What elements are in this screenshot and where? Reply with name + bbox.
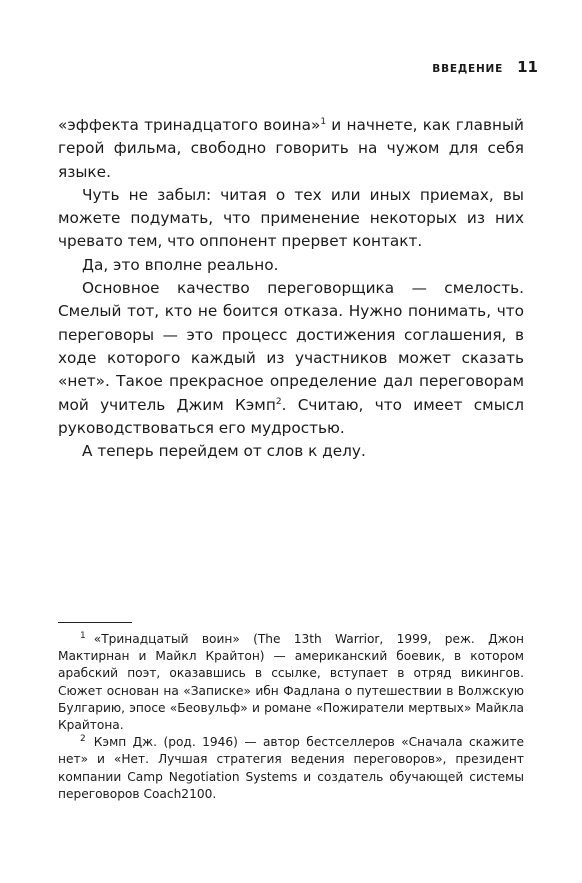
paragraph-3: Да, это вполне реально. bbox=[82, 255, 279, 274]
footnotes bbox=[58, 631, 524, 803]
paragraph-4-text: Основное качество переговорщика — смелость. Смелый тот, кто не боится отказа. Нужно понимать, что переговоры — это процесс достижения соглашения, в ходе которого каждый из участников может сказать «нет». Такое прекрасное определение дал переговорам мой учитель Джим Кэмп bbox=[58, 279, 524, 414]
footnote-divider bbox=[58, 622, 132, 623]
footnote-2 bbox=[58, 734, 524, 803]
paragraph-1-text: «эффекта тринадцатого воина» bbox=[58, 116, 321, 134]
paragraph-5: А теперь перейдем от слов к делу. bbox=[82, 442, 366, 461]
footnote-2-text: Кэмп Дж. (род. 1946) — автор бестселлеров «Сначала скажите нет» и «Нет. Лучшая стратегия ведения переговоров», президент компании Camp Negotiation Systems и создатель обучающей системы переговоров Coach2100. bbox=[58, 735, 524, 801]
footnote-1-text: «Тринадцатый воин» (The 13th Warrior, 1999, реж. Джон Мактирнан и Майкл Крайтон) — американский боевик, в котором арабский поэт, оказавшись в ссылке, вступает в отряд викингов. Сюжет основан на «Записке» ибн Фадлана о путешествии в Волжскую Булгарию, эпосе «Беовульф» и романе «Пожиратели мертвых» Майкла Крайтона. bbox=[58, 632, 524, 733]
footnote-1-mark: 1 bbox=[80, 630, 86, 641]
section-title: ВВЕДЕНИЕ bbox=[432, 63, 504, 75]
paragraph-1-rest: и начнете, как главный герой фильма, свободно говорить на чужом для себя языке. bbox=[58, 116, 524, 181]
footnote-1 bbox=[58, 631, 524, 734]
running-head bbox=[432, 58, 538, 76]
footnote-ref-2: 2 bbox=[275, 396, 282, 407]
body-text bbox=[58, 114, 524, 463]
paragraph-4 bbox=[58, 277, 524, 440]
footnote-ref-1: 1 bbox=[320, 116, 327, 127]
paragraph-2: Чуть не забыл: читая о тех или иных приемах, вы можете подумать, что применение некоторых из них чревато тем, что оппонент прервет контакт. bbox=[58, 185, 524, 251]
paragraph-4-rest: . Считаю, что имеет смысл руководствоваться его мудростью. bbox=[58, 395, 524, 437]
footnote-2-mark: 2 bbox=[80, 734, 86, 745]
page-number: 11 bbox=[517, 58, 538, 76]
paragraph-1 bbox=[58, 114, 524, 184]
